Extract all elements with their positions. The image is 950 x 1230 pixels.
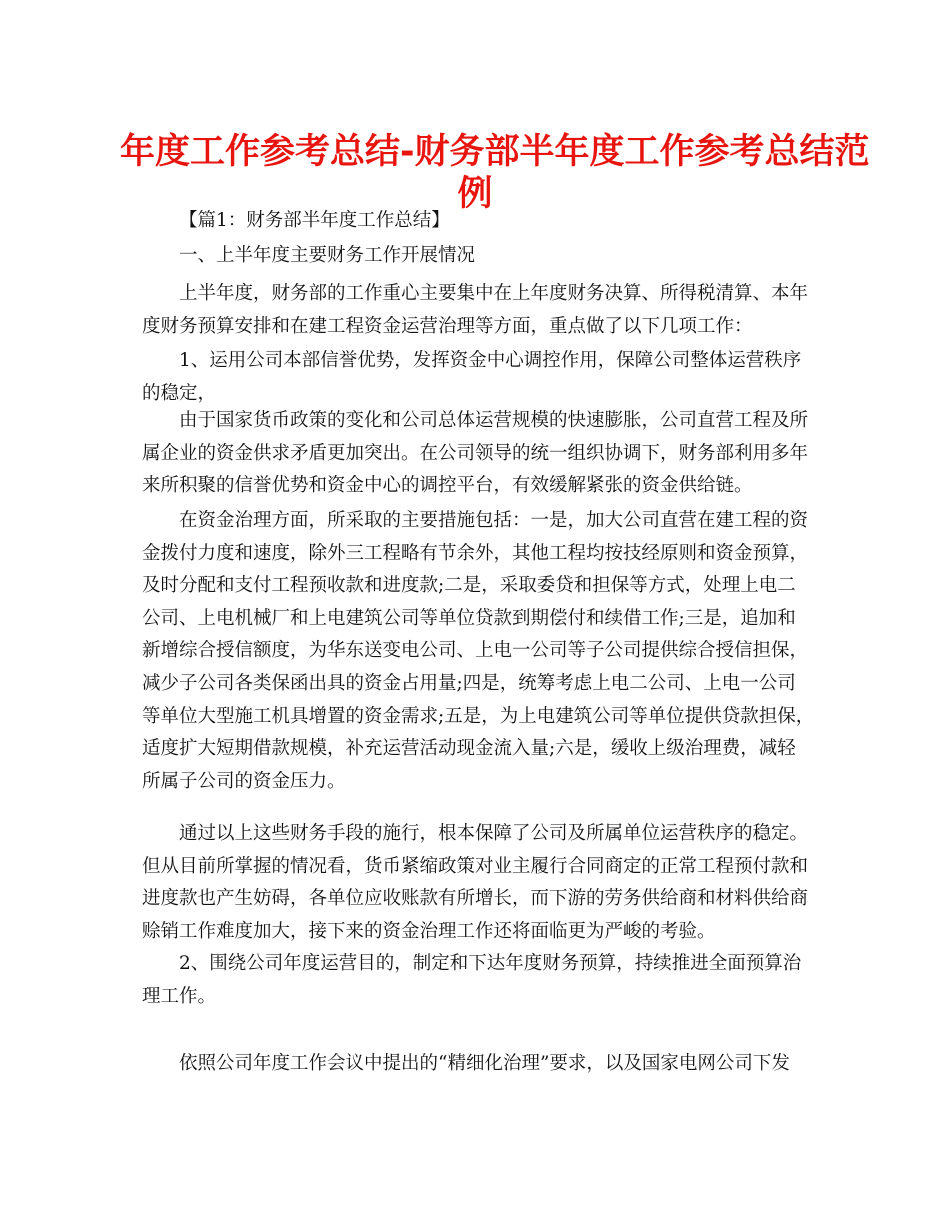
- paragraph-line: 的稳定，: [142, 382, 217, 404]
- paragraph-line: 通过以上这些财务手段的施行，根本保障了公司及所属单位运营秩序的稳定。: [179, 823, 809, 844]
- paragraph-line: 1、运用公司本部信誉优势，发挥资金中心调控作用，保障公司整体运营秩序: [179, 350, 802, 371]
- paragraph-intro: [142, 278, 826, 343]
- paragraph-line: 由于国家货币政策的变化和公司总体运营规模的快速膨胀，公司直营工程及所: [179, 410, 809, 431]
- paragraph-section-1-heading: [142, 240, 826, 273]
- paragraph-line: 公司、上电机械厂和上电建筑公司等单位贷款到期偿付和续借工作;三是，追加和: [142, 607, 796, 629]
- paragraph-line: 减少子公司各类保函出具的资金占用量;四是，统筹考虑上电二公司、上电一公司: [142, 672, 796, 694]
- paragraph-line: 来所积聚的信誉优势和资金中心的调控平台，有效缓解紧张的资金供给链。: [142, 475, 753, 497]
- paragraph-item-1-para-1: [142, 405, 826, 503]
- paragraph-line: 所属子公司的资金压力。: [142, 770, 346, 792]
- paragraph-line: 但从目前所掌握的情况看，货币紧缩政策对业主履行合同商定的正常工程预付款和: [142, 855, 809, 877]
- paragraph-item-1: [142, 345, 826, 410]
- paragraph-line: 金拨付力度和速度，除外三工程略有节余外，其他工程均按技经原则和资金预算，: [142, 542, 809, 564]
- paragraph-line: 新增综合授信额度，为华东送变电公司、上电一公司等子公司提供综合授信担保，: [142, 640, 809, 662]
- paragraph-line: 【篇1：财务部半年度工作总结】: [179, 210, 450, 231]
- document-title-line-2: 例: [457, 174, 493, 214]
- paragraph-line: 上半年度，财务部的工作重心主要集中在上年度财务决算、所得税清算、本年: [179, 283, 809, 304]
- paragraph-line: 理工作。: [142, 985, 217, 1007]
- paragraph-item-2-para-1: [142, 1048, 826, 1081]
- paragraph-line: 及时分配和支付工程预收款和进度款;二是，采取委贷和担保等方式，处理上电二: [142, 575, 796, 597]
- paragraph-item-2: [142, 948, 826, 1013]
- paragraph-line: 适度扩大短期借款规模，补充运营活动现金流入量;六是，缓收上级治理费，减轻: [142, 738, 796, 760]
- paragraph-line: 2、围绕公司年度运营目的，制定和下达年度财务预算，持续推进全面预算治: [179, 953, 802, 974]
- paragraph-section-heading: [142, 205, 826, 238]
- paragraph-line: 在资金治理方面，所采取的主要措施包括：一是，加大公司直营在建工程的资: [179, 510, 809, 531]
- paragraph-line: 等单位大型施工机具增置的资金需求;五是，为上电建筑公司等单位提供贷款担保，: [142, 705, 815, 727]
- paragraph-line: 赊销工作难度加大，接下来的资金治理工作还将面临更为严峻的考验。: [142, 920, 716, 942]
- paragraph-line: 一、上半年度主要财务工作开展情况: [179, 245, 476, 266]
- paragraph-item-1-para-3: [142, 818, 826, 948]
- paragraph-item-1-para-2: [142, 505, 826, 798]
- document-title-line-1: 年度工作参考总结-财务部半年度工作参考总结范: [120, 132, 870, 172]
- paragraph-line: 进度款也产生妨碍，各单位应收账款有所增长，而下游的劳务供给商和材料供给商: [142, 888, 809, 910]
- paragraph-line: 度财务预算安排和在建工程资金运营治理等方面，重点做了以下几项工作：: [142, 315, 753, 337]
- paragraph-line: 属企业的资金供求矛盾更加突出。在公司领导的统一组织协调下，财务部利用多年: [142, 442, 809, 464]
- paragraph-line: 依照公司年度工作会议中提出的“精细化治理”要求，以及国家电网公司下发: [179, 1053, 790, 1074]
